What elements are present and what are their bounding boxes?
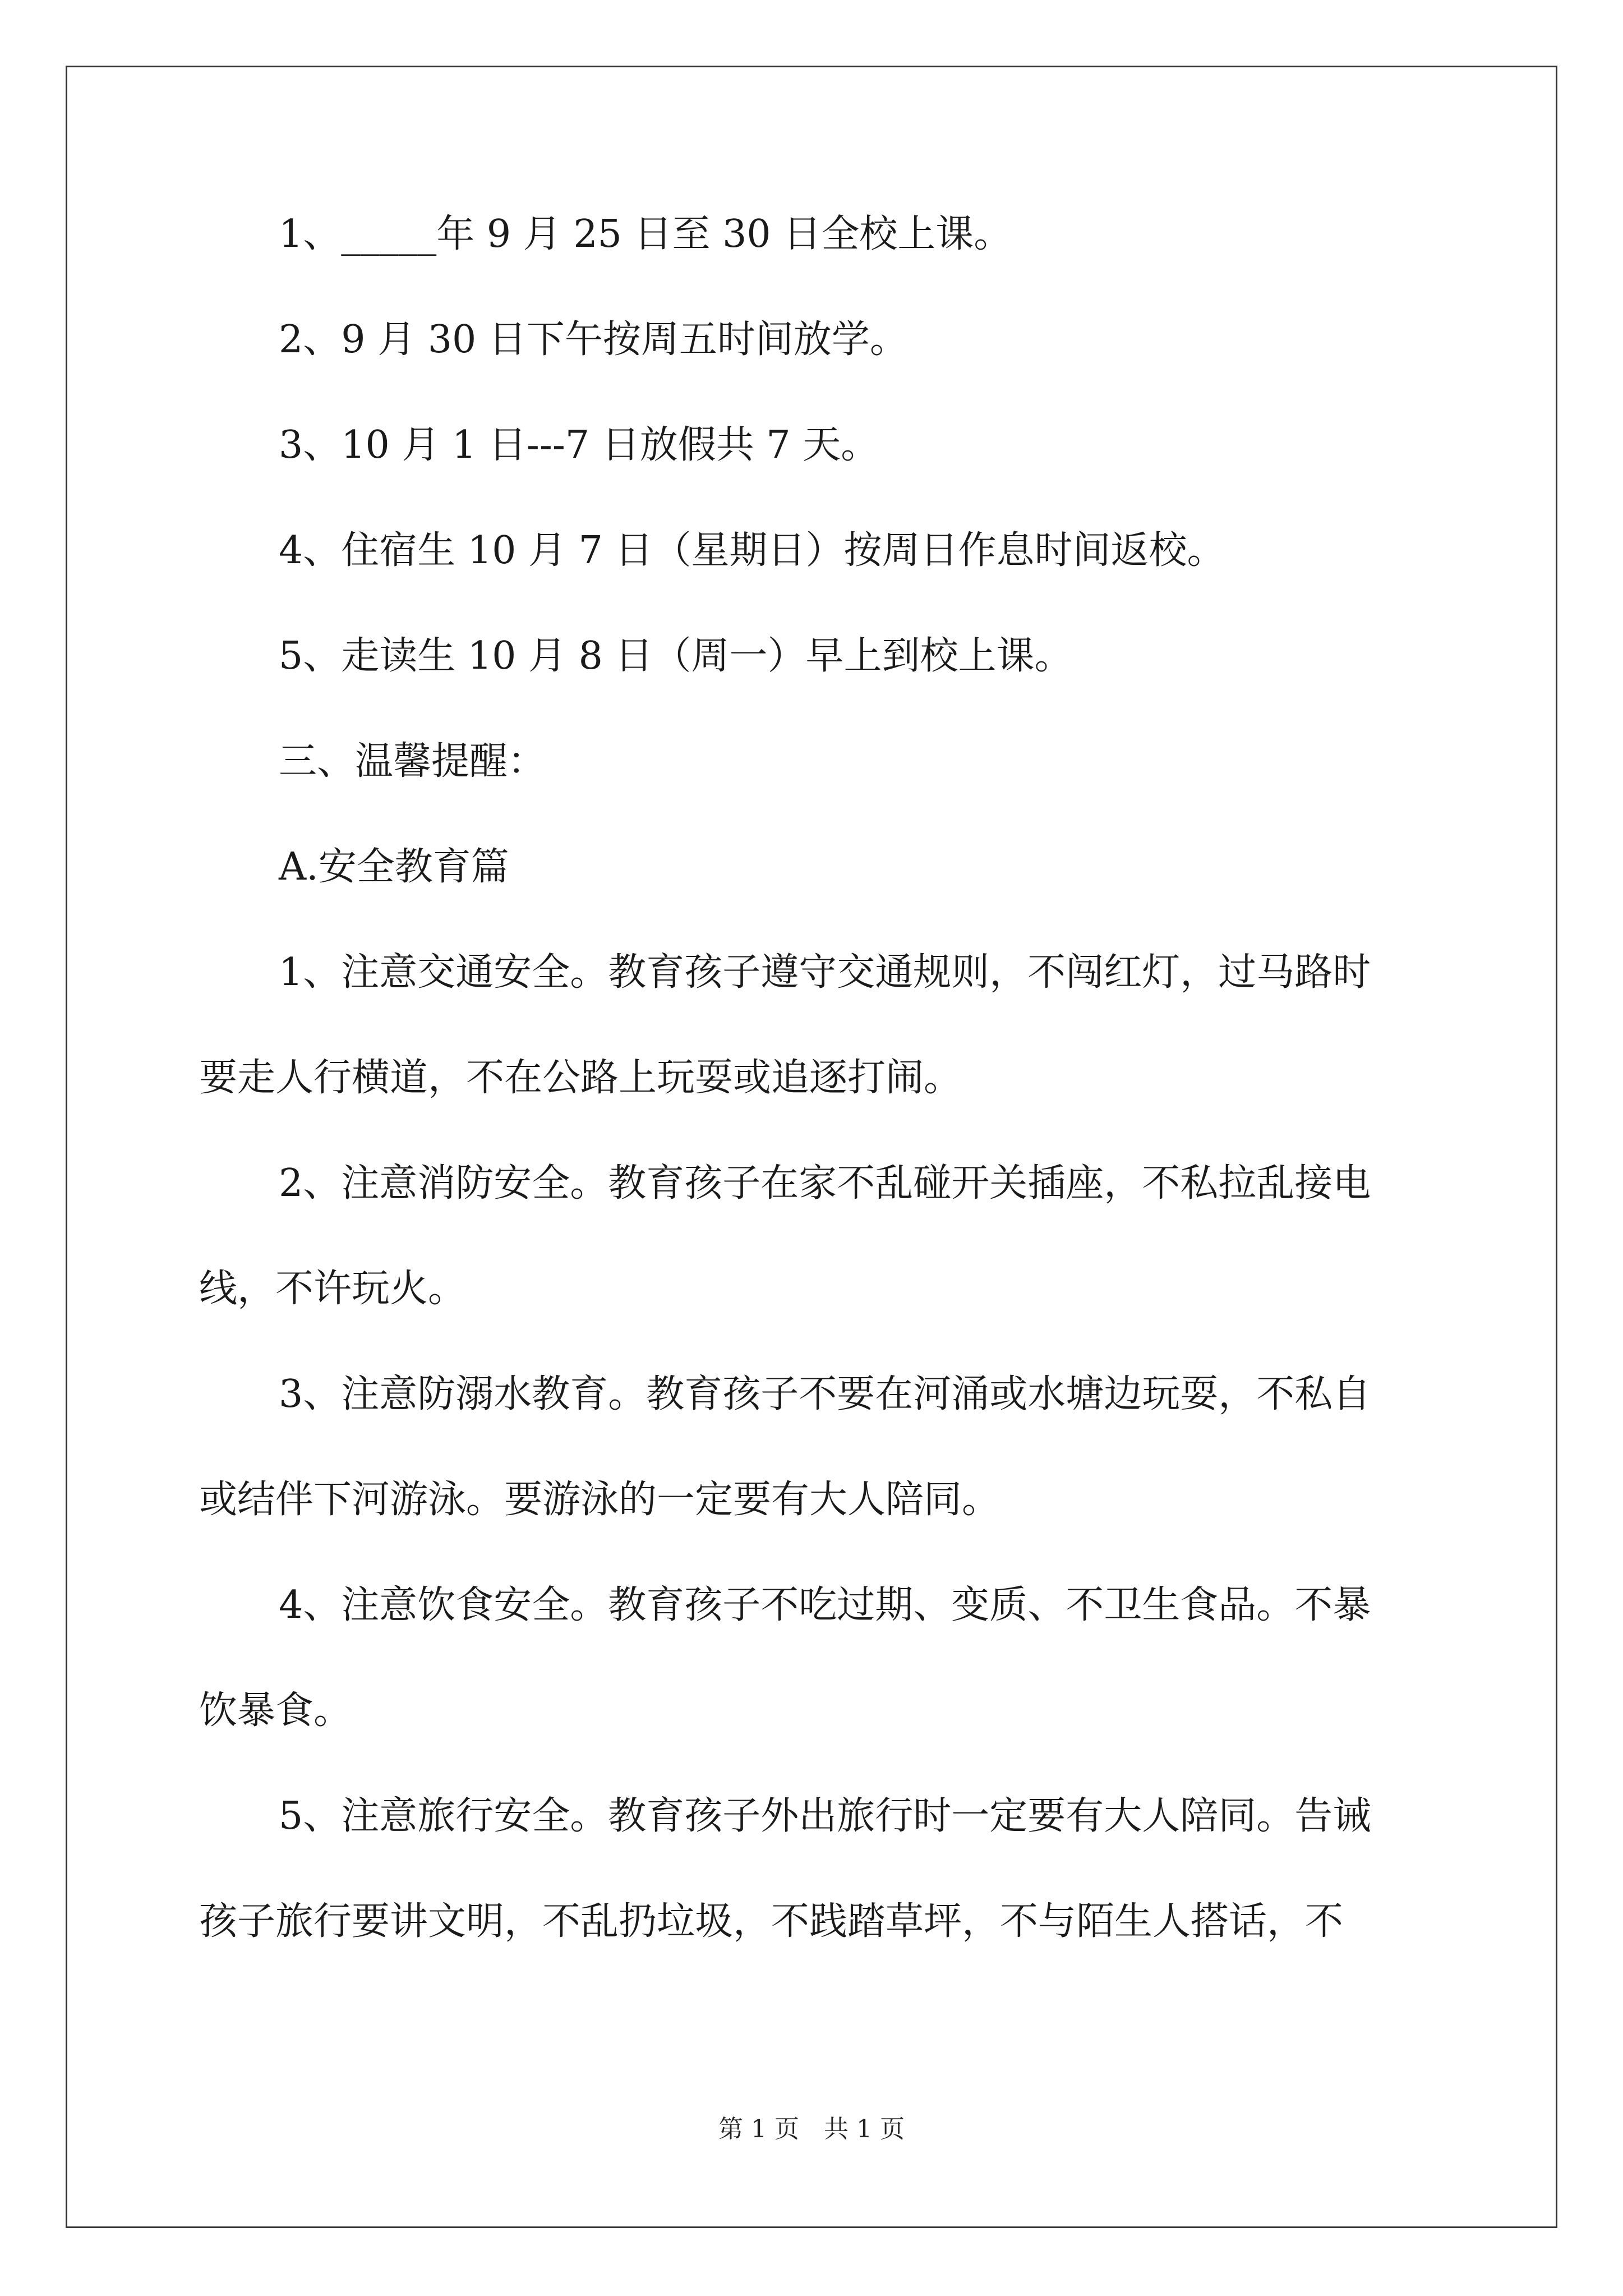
schedule-item-3: 3、10 月 1 日---7 日放假共 7 天。 xyxy=(279,423,879,467)
safety-item-1-line-1: 1、注意交通安全。教育孩子遵守交通规则，不闯红灯，过马路时 xyxy=(279,950,1371,995)
schedule-item-4: 4、住宿生 10 月 7 日（星期日）按周日作息时间返校。 xyxy=(279,528,1225,573)
schedule-item-2: 2、9 月 30 日下午按周五时间放学。 xyxy=(279,318,908,362)
safety-item-5-line-1: 5、注意旅行安全。教育孩子外出旅行时一定要有大人陪同。告诫 xyxy=(279,1794,1371,1838)
safety-item-2-line-2: 线，不许玩火。 xyxy=(199,1267,467,1311)
safety-item-3-line-1: 3、注意防溺水教育。教育孩子不要在河涌或水塘边玩耍，不私自 xyxy=(279,1372,1371,1416)
safety-item-4-line-1: 4、注意饮食安全。教育孩子不吃过期、变质、不卫生食品。不暴 xyxy=(279,1583,1371,1627)
section-heading-reminder: 三、温馨提醒： xyxy=(279,739,546,784)
subsection-heading-safety: A.安全教育篇 xyxy=(279,845,509,889)
schedule-item-5: 5、走读生 10 月 8 日（周一）早上到校上课。 xyxy=(279,634,1073,678)
document-body xyxy=(199,208,1430,1949)
safety-item-4-line-2: 饮暴食。 xyxy=(199,1688,352,1733)
safety-item-1-line-2: 要走人行横道，不在公路上玩耍或追逐打闹。 xyxy=(199,1056,962,1100)
schedule-item-1: 1、_____年 9 月 25 日至 30 日全校上课。 xyxy=(279,212,1012,256)
safety-item-5-line-2: 孩子旅行要讲文明，不乱扔垃圾，不践踏草坪，不与陌生人搭话，不 xyxy=(199,1899,1344,1944)
page-footer: 第 1 页 共 1 页 xyxy=(718,2115,905,2143)
safety-item-3-line-2: 或结伴下河游泳。要游泳的一定要有大人陪同。 xyxy=(199,1478,1000,1522)
safety-item-2-line-1: 2、注意消防安全。教育孩子在家不乱碰开关插座，不私拉乱接电 xyxy=(279,1161,1371,1205)
